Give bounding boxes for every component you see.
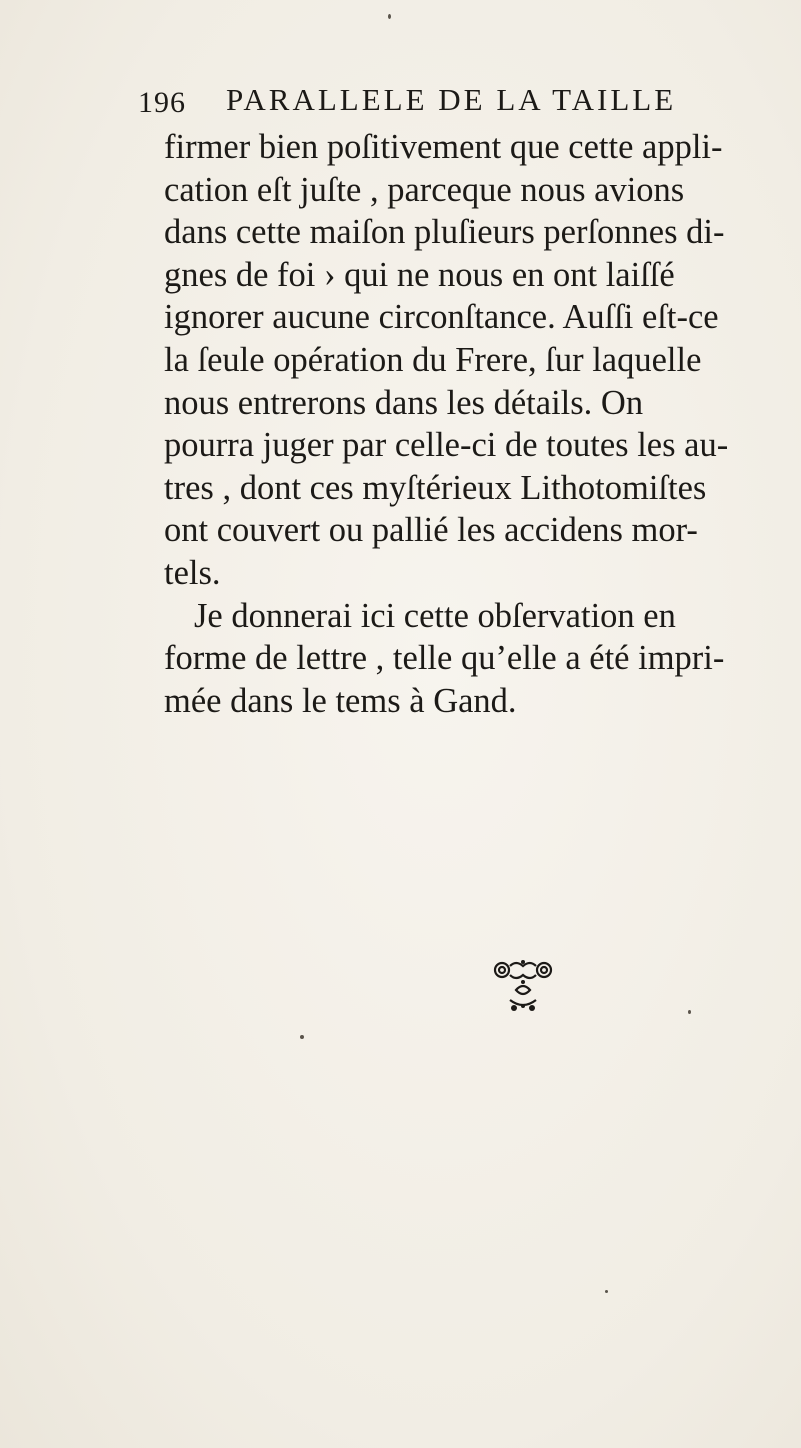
page-header	[138, 82, 738, 122]
text-line: gnes de foi › qui ne nous en ont laiſſé	[164, 255, 675, 294]
text-line: tres , dont ces myſtérieux Lithotomiſtes	[164, 468, 707, 507]
text-line: mée dans le tems à Gand.	[164, 681, 517, 720]
text-line: Je donnerai ici cette obſervation en	[194, 596, 676, 635]
text-line: ignorer aucune circonſtance. Auſſi eſt-ce	[164, 298, 719, 337]
text-line: cation eſt juſte , parceque nous avions	[164, 170, 685, 209]
text-line: dans cette maiſon pluſieurs perſonnes di-	[164, 213, 725, 252]
running-title: PARALLELE DE LA TAILLE	[226, 82, 677, 117]
text-line: nous entrerons dans les détails. On	[164, 383, 644, 422]
text-line: ont couvert ou pallié les accidens mor-	[164, 511, 698, 550]
tailpiece-ornament-icon	[488, 956, 558, 1016]
paper-speck	[300, 1035, 304, 1039]
text-line: tels.	[164, 553, 221, 592]
text-line: forme de lettre , telle qu’elle a été impri-	[164, 639, 725, 678]
text-line: la ſeule opération du Frere, ſur laquelle	[164, 340, 702, 379]
page-number: 196	[138, 86, 186, 119]
paper-speck	[605, 1290, 608, 1293]
text-line: firmer bien poſitivement que cette appli-	[164, 128, 723, 166]
text-line: pourra juger par celle-ci de toutes les au-	[164, 426, 729, 465]
paper-speck	[688, 1010, 691, 1014]
paper-speck	[388, 14, 391, 19]
body-text	[164, 126, 774, 722]
